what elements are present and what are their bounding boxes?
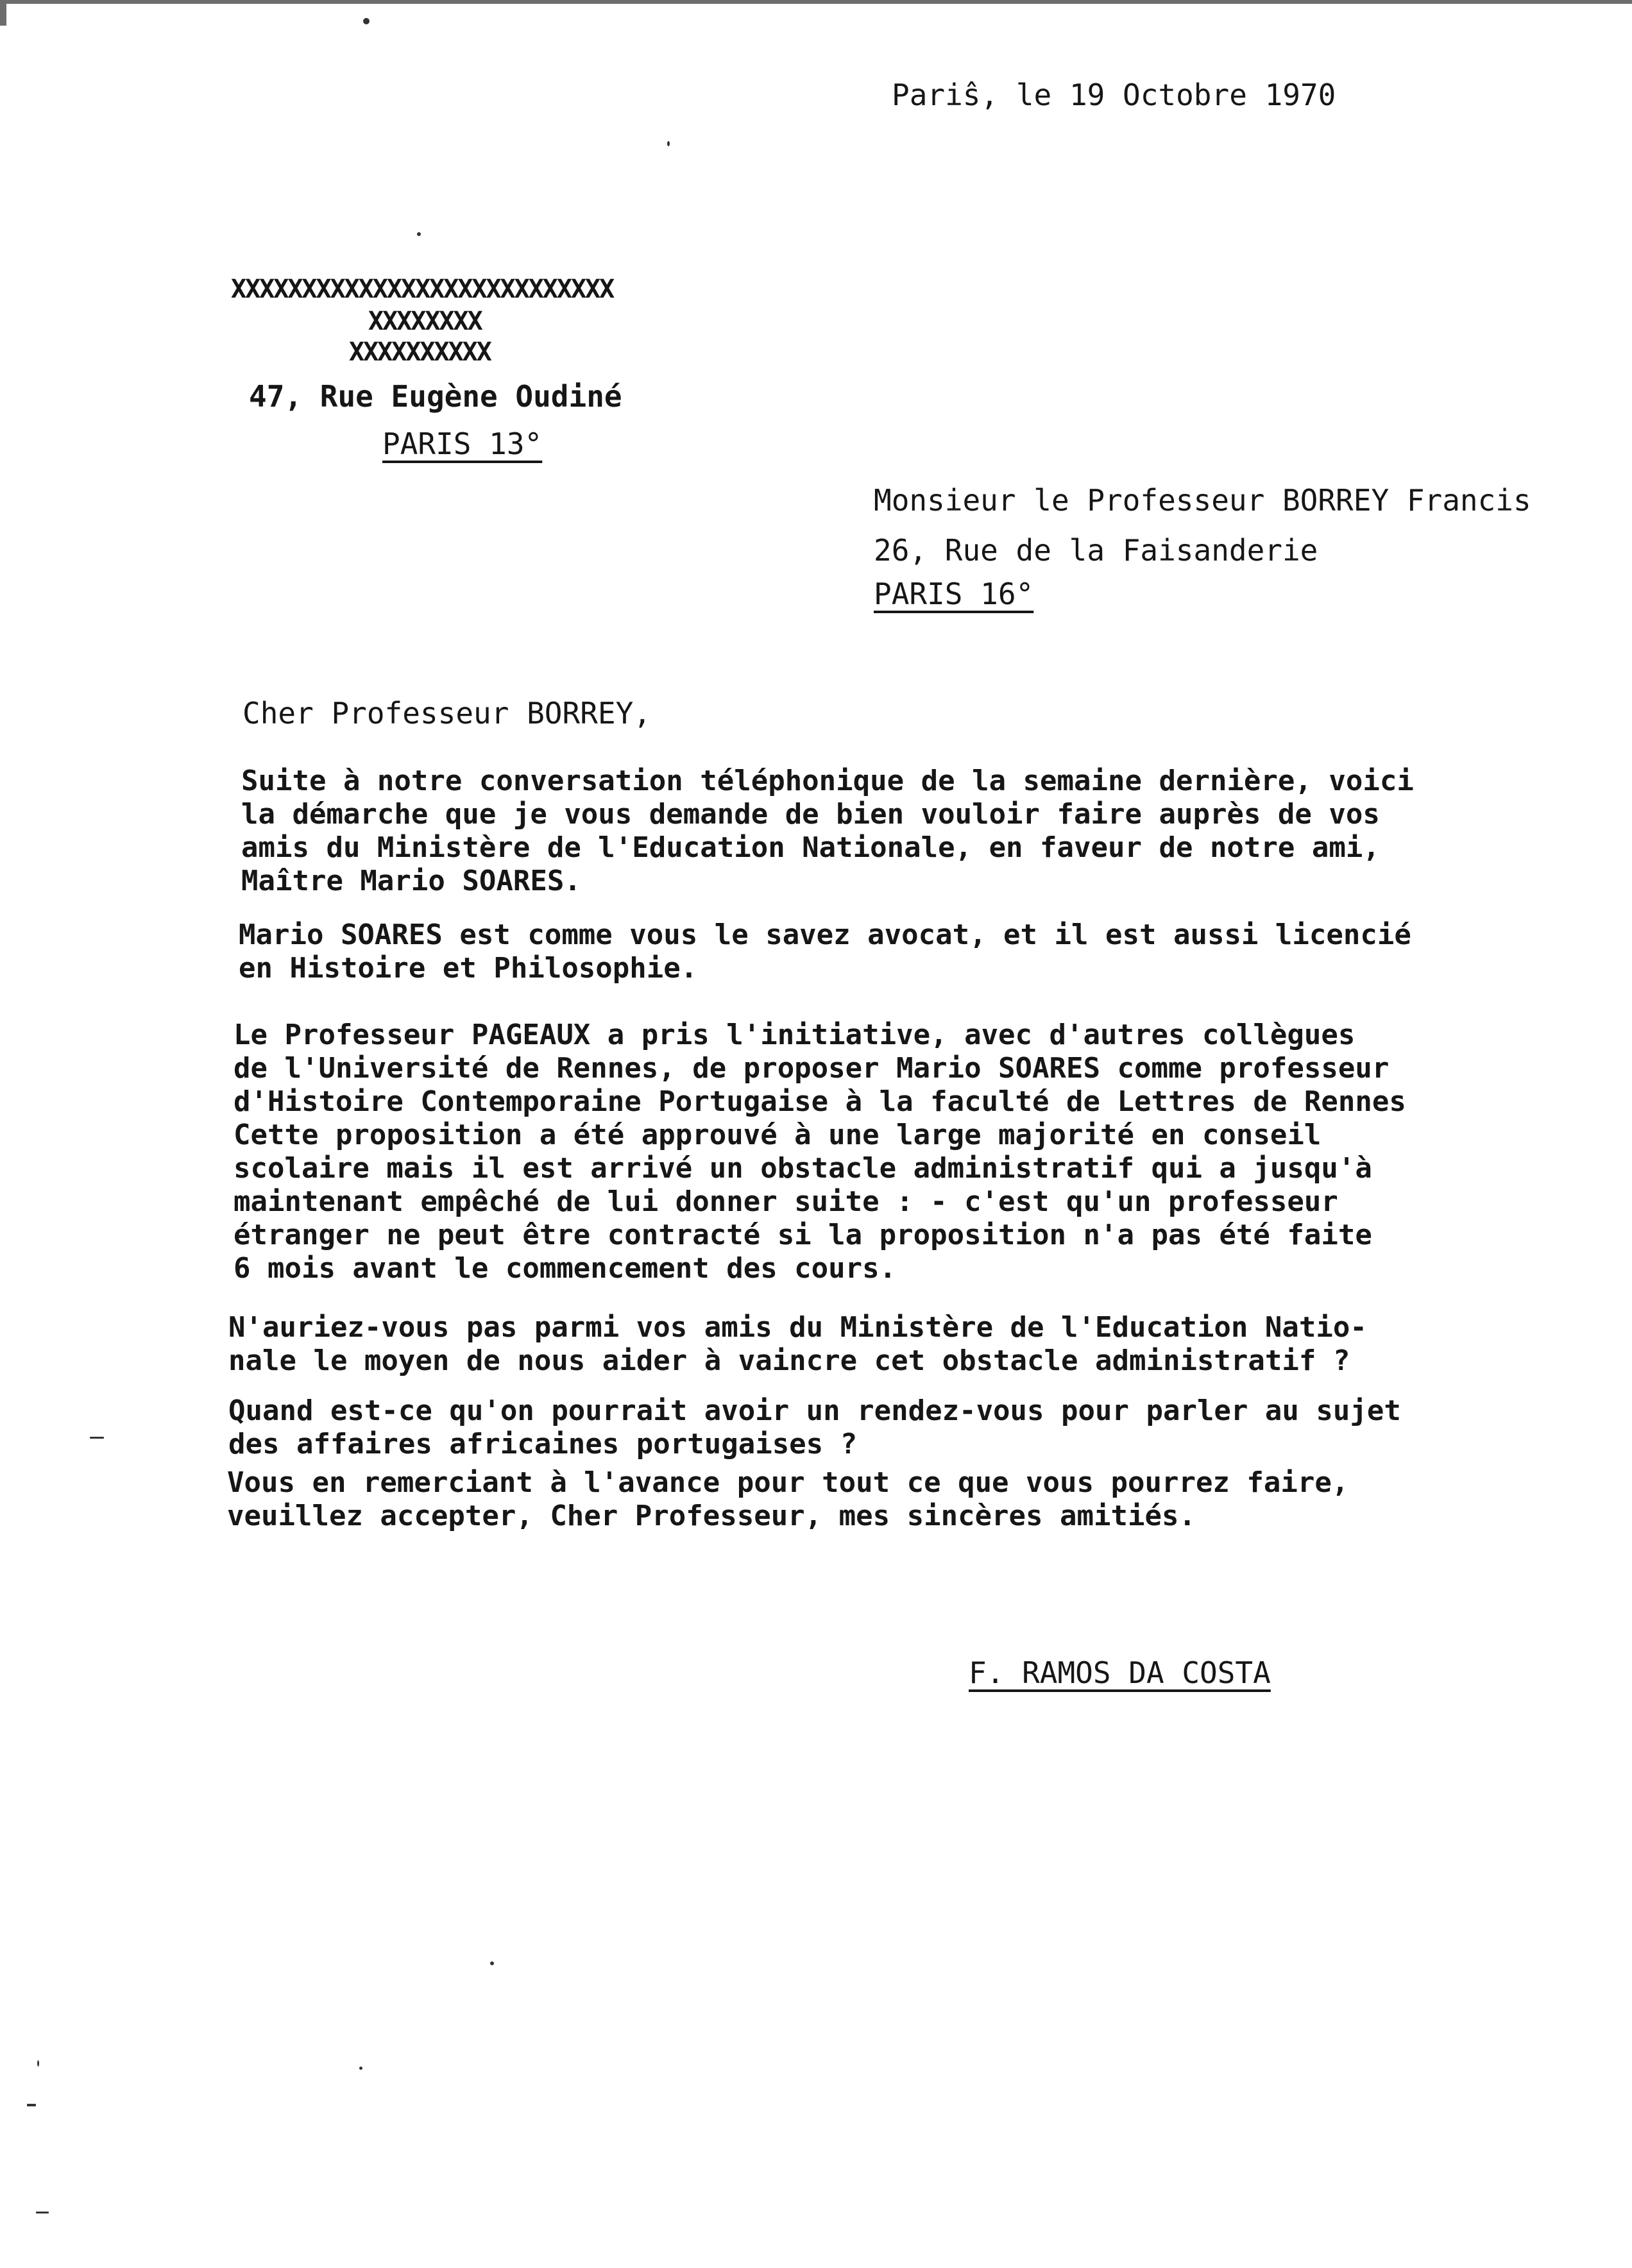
body-paragraph-6 xyxy=(227,1466,1581,1533)
scan-speck xyxy=(27,2104,36,2106)
sender-redacted-line-2: XXXXXXXX xyxy=(368,307,482,336)
scan-speck xyxy=(490,1961,494,1965)
sender-redacted-line-3: XXXXXXXXXX xyxy=(349,337,491,367)
scan-speck xyxy=(417,232,421,236)
sender-street: 47, Rue Eugène Oudiné xyxy=(249,379,622,414)
body-line: des affaires africaines portugaises ? xyxy=(228,1428,858,1460)
date-line: Pariŝ, le 19 Octobre 1970 xyxy=(892,78,1336,112)
body-line: 6 mois avant le commencement des cours. xyxy=(234,1252,897,1285)
body-paragraph-1 xyxy=(241,765,1595,898)
scan-speck xyxy=(359,2067,362,2070)
body-line: N'auriez-vous pas parmi vos amis du Ministère de l'Education Natio- xyxy=(228,1311,1367,1344)
scan-speck xyxy=(363,18,370,24)
body-line: la démarche que je vous demande de bien vouloir faire auprès de vos xyxy=(241,798,1380,831)
body-line: Vous en remerciant à l'avance pour tout ce que vous pourrez faire, xyxy=(227,1466,1349,1499)
recipient-city: PARIS 16° xyxy=(874,577,1034,611)
signature: F. RAMOS DA COSTA xyxy=(969,1655,1271,1690)
body-line: d'Histoire Contemporaine Portugaise à la faculté de Lettres de Rennes xyxy=(234,1085,1406,1118)
body-line: Le Professeur PAGEAUX a pris l'initiative, avec d'autres collègues xyxy=(234,1019,1356,1051)
body-line: étranger ne peut être contracté si la proposition n'a pas été faite xyxy=(234,1219,1372,1251)
scan-speck xyxy=(90,1437,104,1439)
body-line: scolaire mais il est arrivé un obstacle administratif qui a jusqu'à xyxy=(234,1152,1372,1185)
body-line: Suite à notre conversation téléphonique de la semaine dernière, voici xyxy=(241,765,1414,797)
body-line: amis du Ministère de l'Education Nationale, en faveur de notre ami, xyxy=(241,831,1380,864)
body-paragraph-4 xyxy=(228,1311,1582,1378)
body-line: en Histoire et Philosophie. xyxy=(239,952,698,985)
body-line: Quand est-ce qu'on pourrait avoir un rendez-vous pour parler au sujet xyxy=(228,1394,1401,1427)
body-line: nale le moyen de nous aider à vaincre cet obstacle administratif ? xyxy=(228,1344,1350,1377)
body-line: Cette proposition a été approuvé à une large majorité en conseil xyxy=(234,1119,1322,1151)
scan-speck xyxy=(667,141,670,146)
scan-speck xyxy=(37,2060,39,2067)
recipient-street: 26, Rue de la Faisanderie xyxy=(874,533,1318,568)
recipient-name: Monsieur le Professeur BORREY Francis xyxy=(874,483,1531,518)
body-line: veuillez accepter, Cher Professeur, mes sincères amitiés. xyxy=(227,1500,1196,1532)
body-line: Mario SOARES est comme vous le savez avocat, et il est aussi licencié xyxy=(239,918,1411,951)
salutation: Cher Professeur BORREY, xyxy=(242,696,651,731)
sender-city: PARIS 13° xyxy=(382,427,543,461)
body-paragraph-2 xyxy=(239,918,1592,985)
body-line: Maître Mario SOARES. xyxy=(241,865,581,897)
body-line: maintenant empêché de lui donner suite : - c'est qu'un professeur xyxy=(234,1185,1338,1218)
body-paragraph-5 xyxy=(228,1394,1582,1461)
scan-speck xyxy=(36,2212,49,2213)
scan-edge-top xyxy=(0,0,1632,4)
body-line: de l'Université de Rennes, de proposer Mario SOARES comme professeur xyxy=(234,1052,1390,1085)
scan-edge-left xyxy=(0,0,6,26)
body-paragraph-3 xyxy=(234,1019,1587,1285)
sender-redacted-line-1: XXXXXXXXXXXXXXXXXXXXXXXXXXX xyxy=(231,275,614,304)
